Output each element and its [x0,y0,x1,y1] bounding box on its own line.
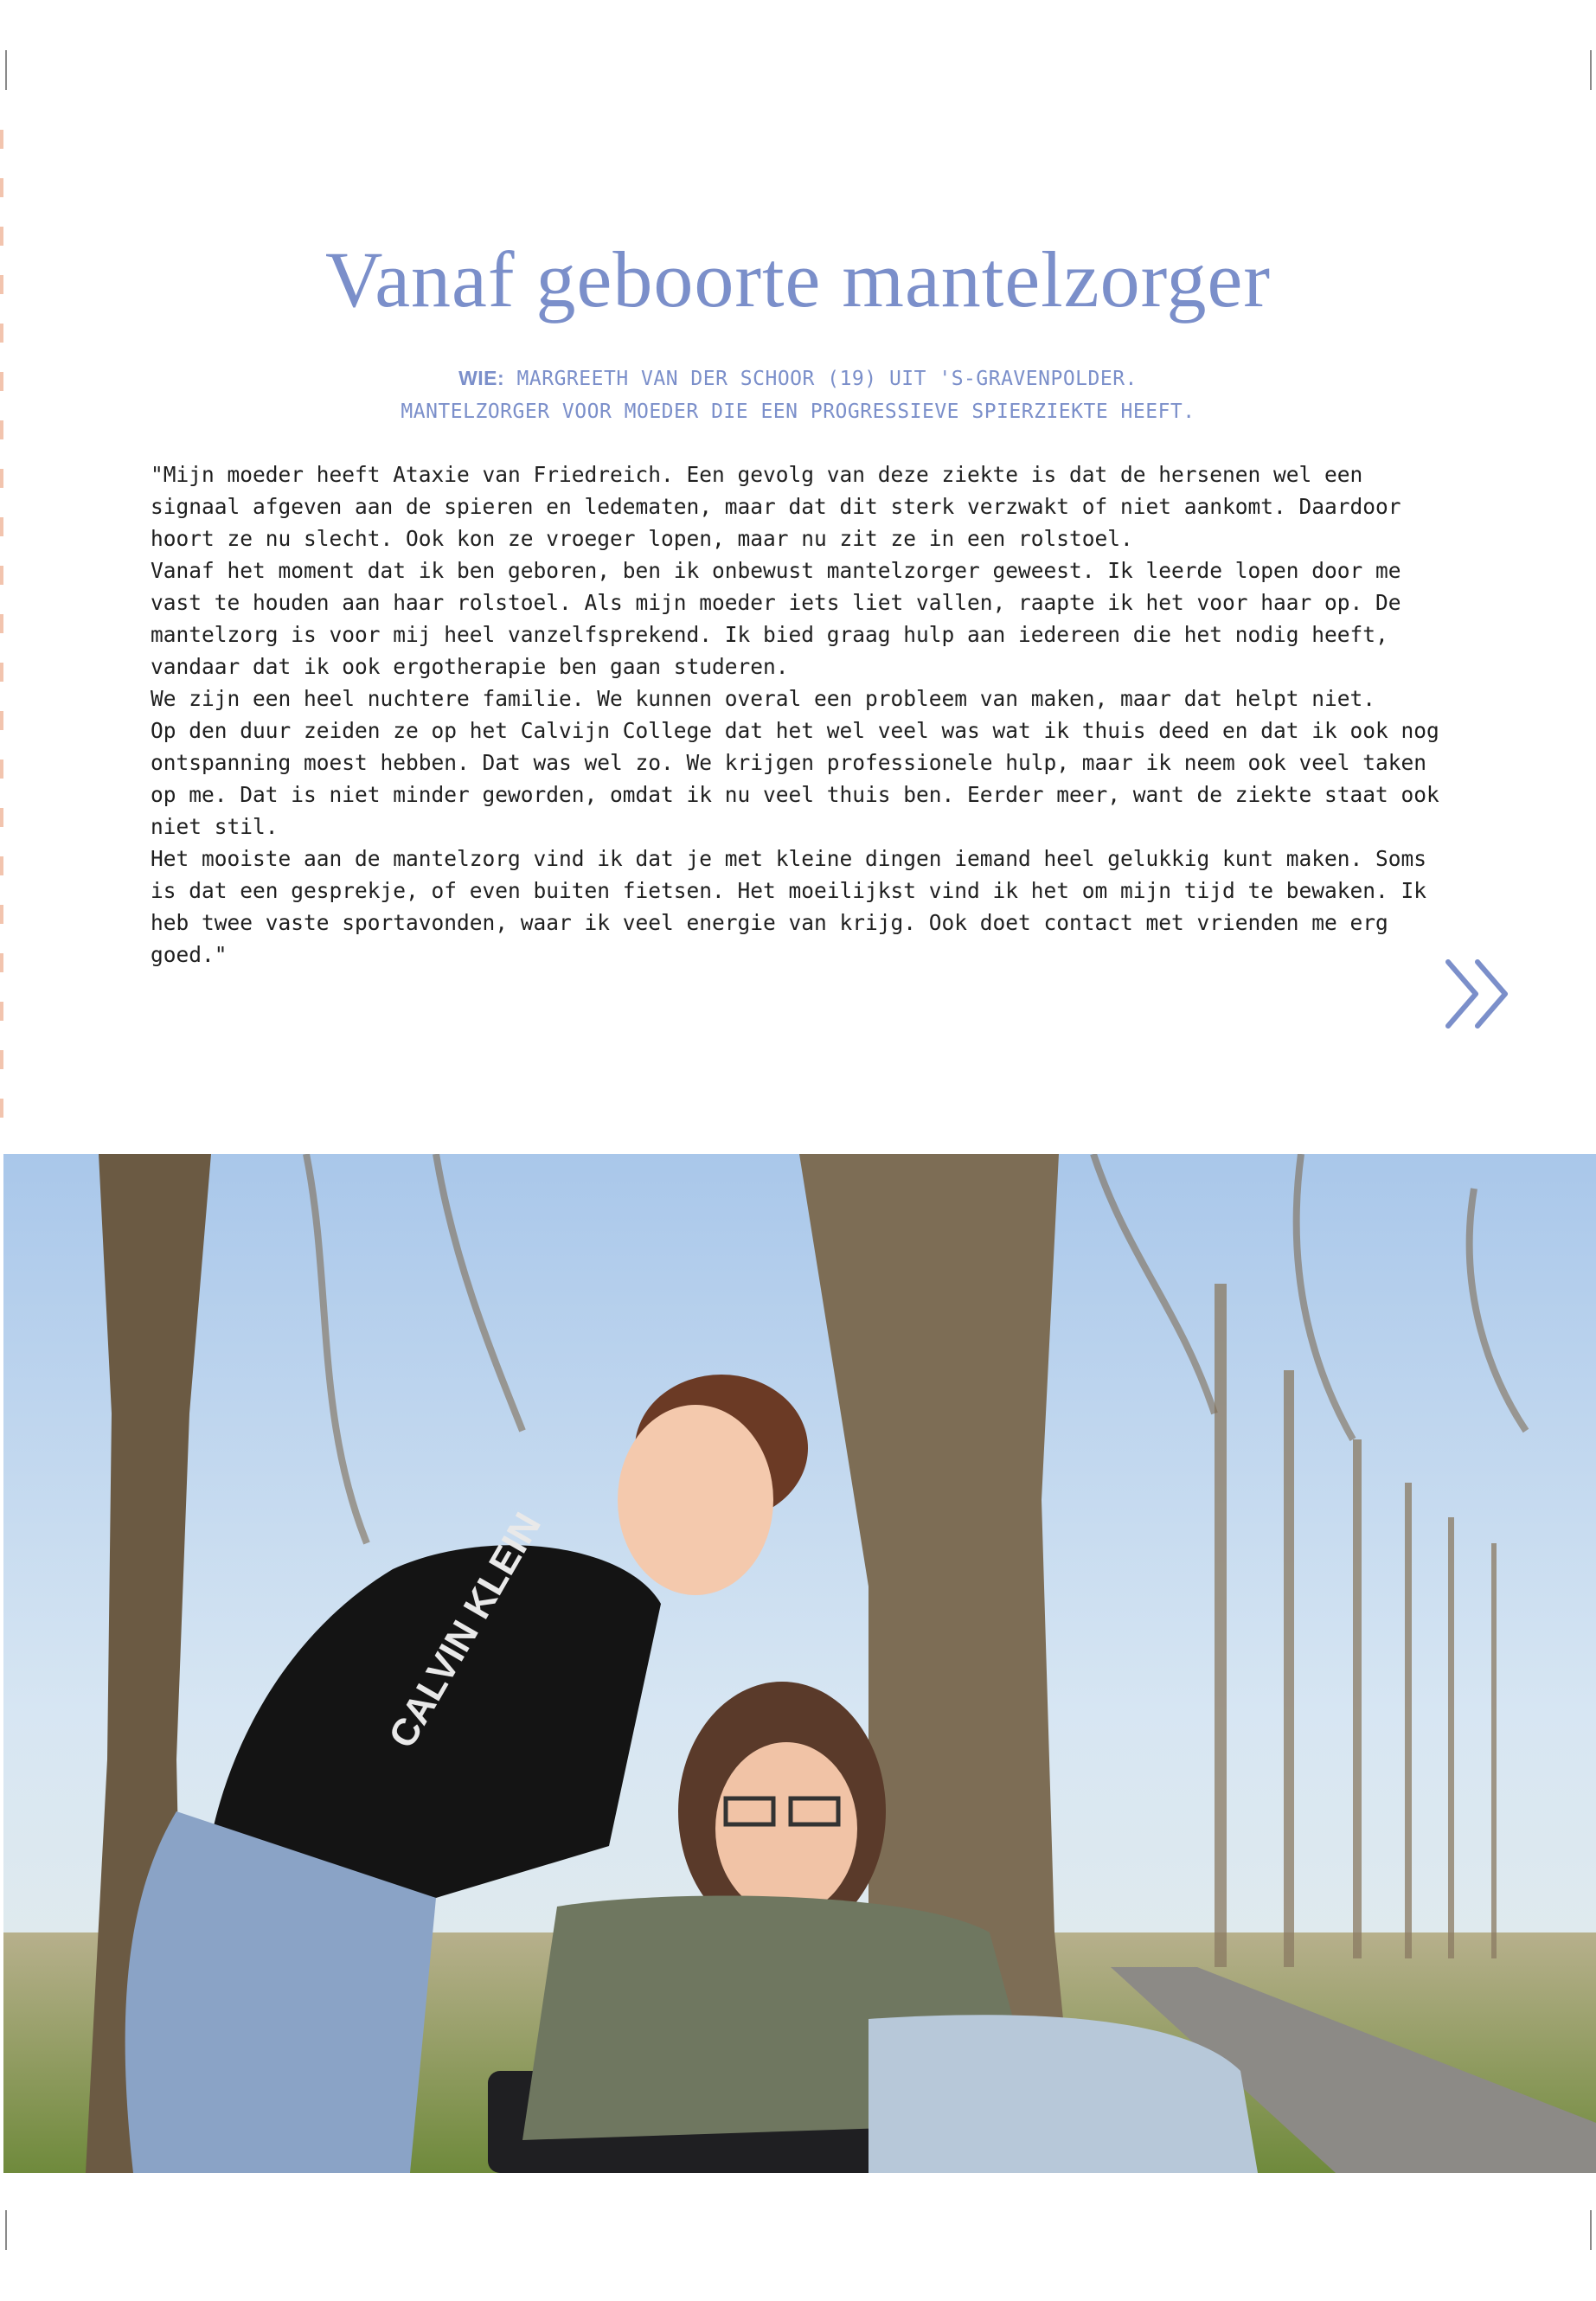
body-paragraph: "Mijn moeder heeft Ataxie van Friedreich. Een gevolg van deze ziekte is dat de hersenen wel een signaal afgeven aan de spieren en ledematen, maar dat dit sterk verzwakt of niet aankomt. Daardoor hoort ze nu slecht. Ook kon ze vroeger lopen, maar nu zit ze in een rolstoel. [151,462,1401,551]
subtitle-line-1 [0,362,1596,395]
body-paragraph: We zijn een heel nuchtere familie. We kunnen overal een probleem van maken, maar dat helpt niet. [151,686,1376,711]
who-label: WIE: [458,367,505,389]
crop-mark-top-left [5,50,7,90]
article-title: Vanaf geboorte mantelzorger [324,235,1272,324]
double-chevron-right-icon[interactable] [1443,958,1516,1029]
body-paragraph: Vanaf het moment dat ik ben geboren, ben ik onbewust mantelzorger geweest. Ik leerde lopen door me vast te houden aan haar rolstoel. Als mijn moeder iets liet vallen, raapte ik het voor haar op. De mantelzorg is voor mij heel vanzelfsprekend. Ik bied graag hulp aan iedereen die het nodig heeft, vandaar dat ik ook ergotherapie ben gaan studeren. [151,558,1401,679]
crop-mark-bottom-right [1590,2210,1592,2250]
sweater-print: CALVIN KLEIN [381,1505,550,1755]
photo-mother-and-daughter [3,1154,1596,2173]
daughter-face [618,1405,773,1595]
crop-mark-top-right [1590,50,1592,90]
article-body [151,458,1448,971]
mother-face [715,1742,857,1915]
subtitle-line-1-text: MARGREETH VAN DER SCHOOR (19) UIT 'S-GRAVENPOLDER. [516,368,1138,390]
subtitle-line-2: MANTELZORGER VOOR MOEDER DIE EEN PROGRESSIEVE SPIERZIEKTE HEEFT. [401,401,1195,423]
body-paragraph: Het mooiste aan de mantelzorg vind ik dat je met kleine dingen iemand heel gelukkig kunt maken. Soms is dat een gesprekje, of even buiten fietsen. Het moeilijkst vind ik het om mijn tijd te bewaken. Ik heb twee vaste sportavonden, waar ik veel energie van krijg. Ook doet contact met vrienden me erg goed." [151,846,1427,967]
article-subtitle [0,362,1596,428]
crop-mark-bottom-left [5,2210,7,2250]
body-paragraph: Op den duur zeiden ze op het Calvijn College dat het wel veel was wat ik thuis deed en dat ik ook nog ontspanning moest hebben. Dat was wel zo. We krijgen professionele hulp, maar ik neem ook veel taken op me. Dat is niet minder geworden, omdat ik nu veel thuis ben. Eerder meer, want de ziekte staat ook niet stil. [151,718,1439,839]
